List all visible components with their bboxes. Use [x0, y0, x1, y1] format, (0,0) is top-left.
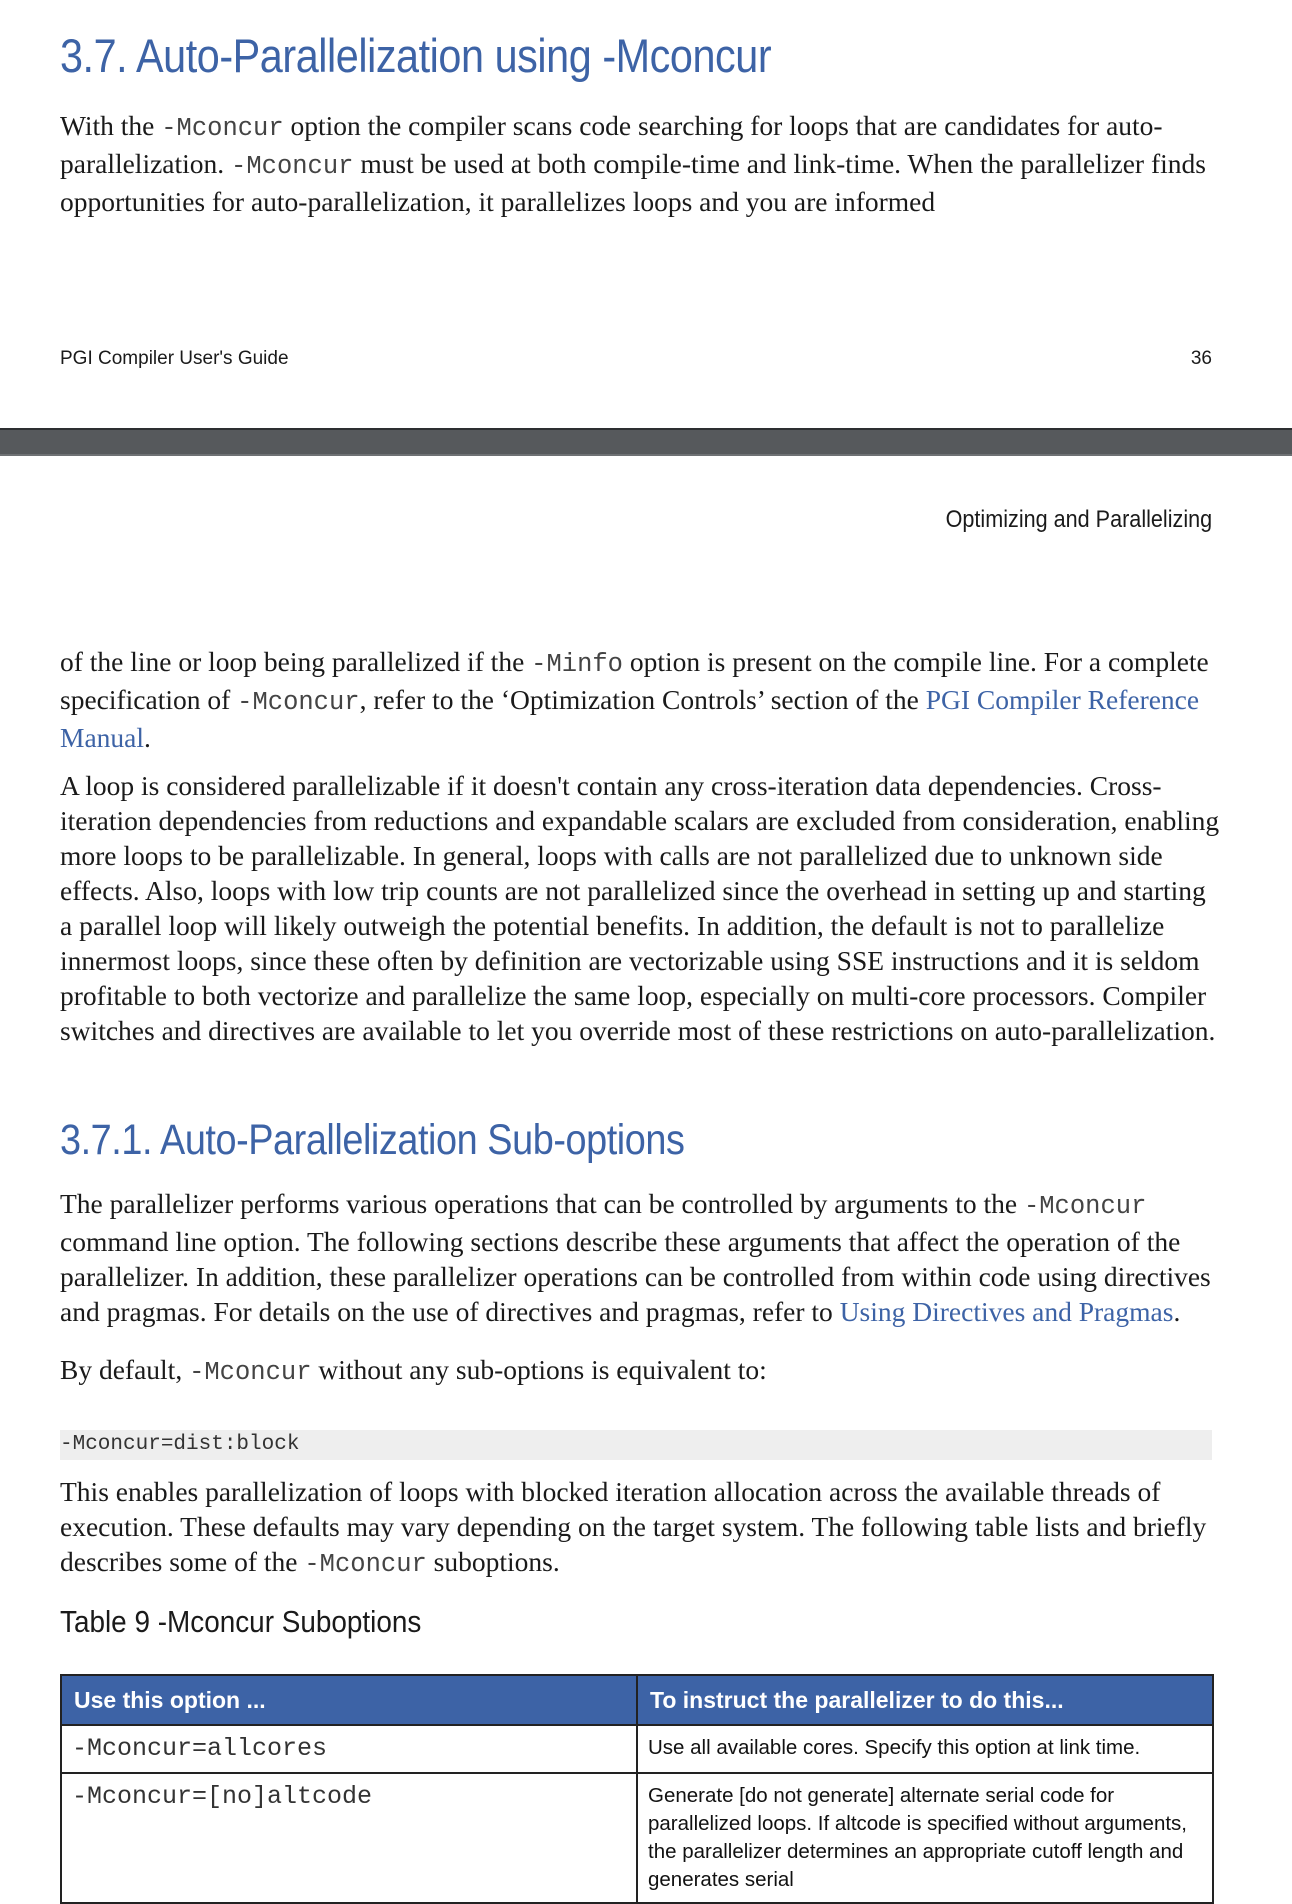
inline-code: -Mconcur: [304, 1550, 427, 1579]
text: .: [1173, 1296, 1181, 1327]
text: The parallelizer performs various operations that can be controlled by arguments to the: [60, 1188, 1024, 1219]
code-block: -Mconcur=dist:block: [60, 1430, 1212, 1460]
page-37: [0, 456, 1292, 1891]
text: option the compiler scans code searching for loops that are candidates for auto-parallelization.: [60, 110, 1163, 179]
reference-manual-link[interactable]: PGI Compiler Reference Manual: [60, 684, 1200, 753]
inline-code: -Mconcur: [189, 1358, 312, 1387]
text: By default,: [60, 1354, 190, 1385]
suboptions-table: [60, 1674, 1214, 1904]
paragraph-suboptions: [60, 1186, 1220, 1329]
table-caption: Table 9 -Mconcur Suboptions: [60, 1604, 422, 1639]
description-cell: Generate [do not generate] alternate serial code for parallelized loops. If altcode is specified without arguments, the parallelizer determines an appropriate cutoff length and generates serial: [637, 1773, 1213, 1903]
text: This enables parallelization of loops with blocked iteration allocation across the available threads of execution. These defaults may vary depending on the target system. The following table lists and briefly describes some of the: [60, 1476, 1207, 1577]
inline-code: -Mconcur: [1023, 1192, 1147, 1221]
inline-code: -Minfo: [531, 650, 623, 679]
text: With the: [60, 110, 162, 141]
table-row: [61, 1773, 1213, 1903]
paragraph-intro: [60, 108, 1220, 219]
text: option is present on the compile line. For a complete specification of: [60, 646, 1209, 715]
page-separator: [0, 428, 1292, 456]
page-36: [0, 0, 1292, 428]
column-header-description: To instruct the parallelizer to do this...: [637, 1675, 1213, 1725]
option-cell: -Mconcur=[no]altcode: [61, 1773, 637, 1903]
inline-code: -Mconcur: [237, 688, 360, 717]
text: suboptions.: [426, 1546, 560, 1577]
text: , refer to the ‘Optimization Controls’ section of the: [359, 684, 926, 715]
paragraph-continued: [60, 644, 1220, 755]
directives-link[interactable]: Using Directives and Pragmas: [839, 1296, 1174, 1327]
inline-code: -Mconcur: [161, 114, 284, 143]
table-header-row: [61, 1675, 1213, 1725]
text: .: [144, 722, 151, 753]
running-header: Optimizing and Parallelizing: [945, 506, 1212, 533]
table-row: [61, 1725, 1213, 1773]
text: command line option. The following sections describe these arguments that affect the operation of the parallelizer. In addition, these parallelizer operations can be controlled from within code using directives and pragmas. For details on the use of directives and pragmas, refer to: [60, 1226, 1211, 1327]
text: of the line or loop being parallelized if the: [60, 646, 532, 677]
paragraph-default: [60, 1352, 1220, 1390]
description-cell: Use all available cores. Specify this option at link time.: [637, 1725, 1213, 1773]
text: must be used at both compile-time and link-time. When the parallelizer finds opportunities for auto-parallelization, it parallelizes loops and you are informed: [60, 148, 1206, 217]
subsection-title: 3.7.1. Auto-Parallelization Sub-options: [60, 1116, 685, 1164]
footer-title: PGI Compiler User's Guide: [60, 348, 289, 369]
column-header-option: Use this option ...: [61, 1675, 637, 1725]
paragraph-parallelizable: A loop is considered parallelizable if it doesn't contain any cross-iteration data dependencies. Cross-iteration dependencies from reductions and expandable scalars are excluded from consideration, enabling more loops to be parallelizable. In general, loops with calls are not parallelized due to unknown side effects. Also, loops with low trip counts are not parallelized since the overhead in setting up and starting a parallel loop will likely outweigh the potential benefits. In addition, the default is not to parallelize innermost loops, since these often by definition are vectorizable using SSE instructions and it is seldom profitable to both vectorize and parallelize the same loop, especially on multi-core processors. Compiler switches and directives are available to let you override most of these restrictions on auto-parallelization.: [60, 770, 1220, 1046]
section-title: 3.7. Auto-Parallelization using -Mconcur: [60, 29, 772, 82]
text: without any sub-options is equivalent to:: [311, 1354, 767, 1385]
paragraph-enables: [60, 1474, 1220, 1582]
page-number: 36: [1190, 348, 1212, 369]
inline-code: -Mconcur: [231, 152, 354, 181]
option-cell: -Mconcur=allcores: [61, 1725, 637, 1773]
